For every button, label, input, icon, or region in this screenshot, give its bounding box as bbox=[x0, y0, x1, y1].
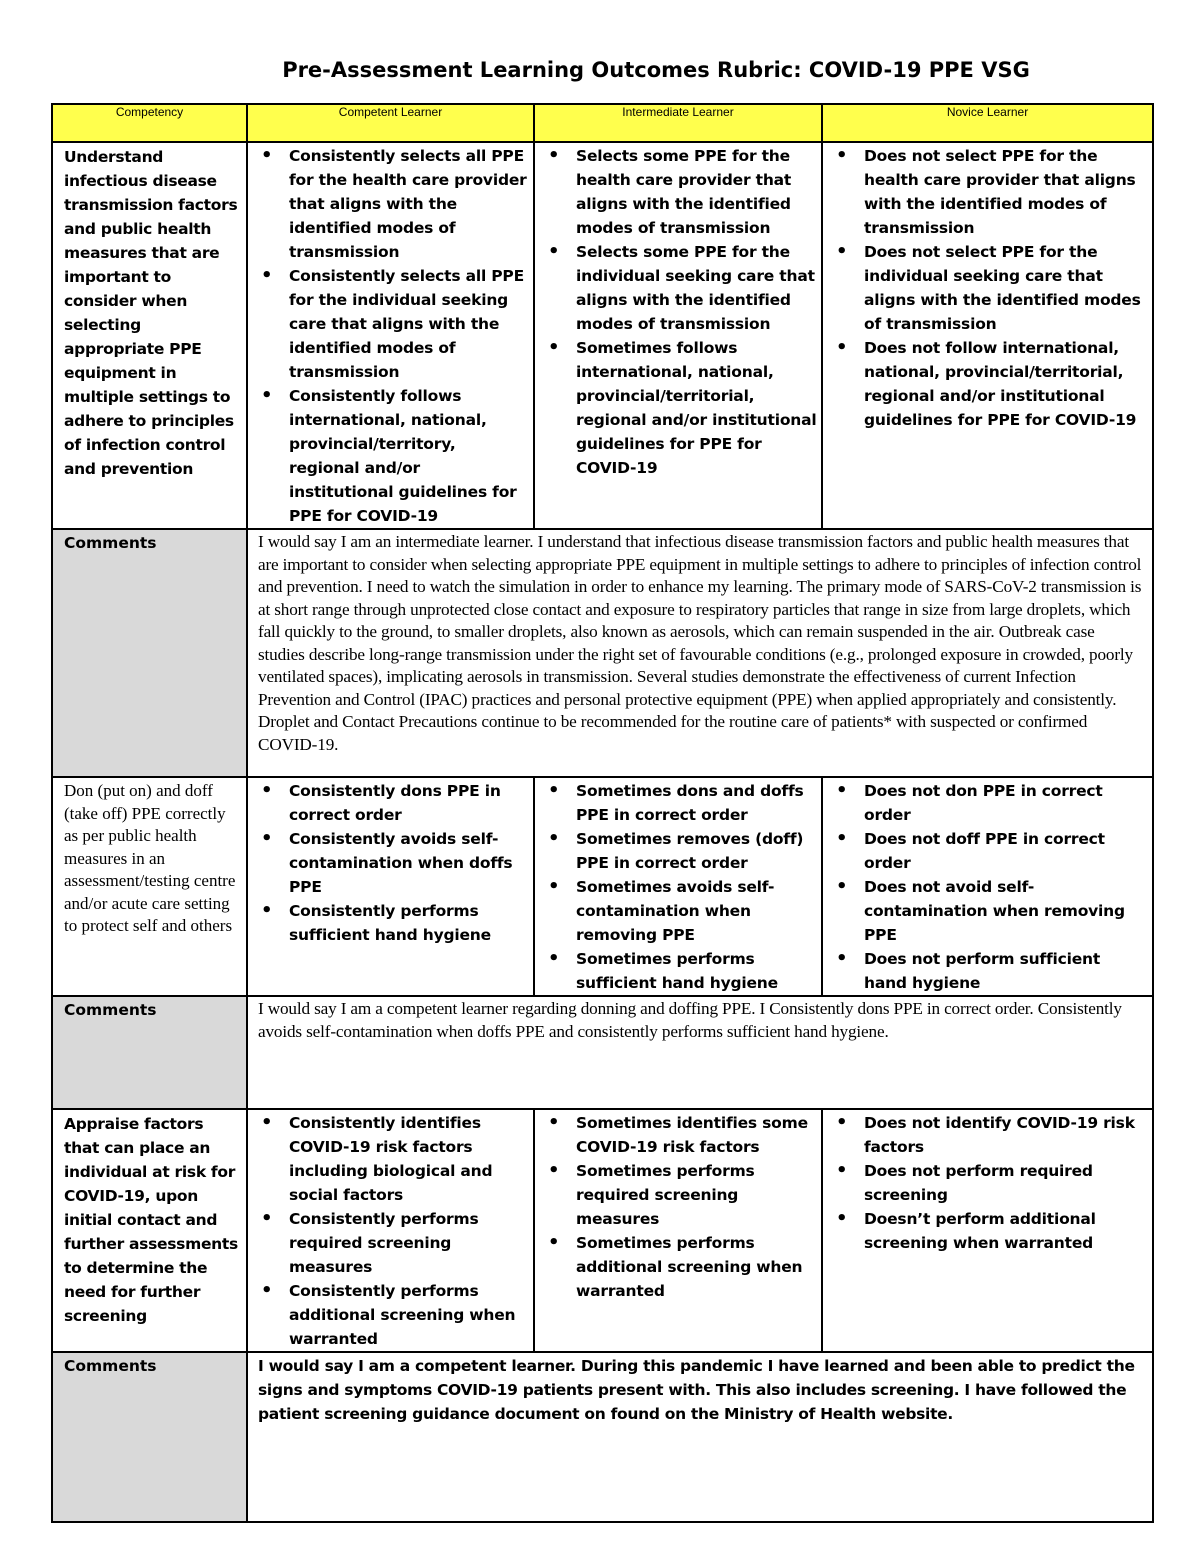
comments-label: Comments bbox=[64, 534, 157, 552]
header-novice bbox=[822, 104, 1153, 142]
table-row bbox=[52, 1109, 1153, 1352]
intermediate-cell bbox=[534, 1109, 822, 1352]
criteria-list bbox=[535, 143, 821, 480]
criteria-item: • Sometimes performs additional screening when warranted bbox=[576, 1231, 817, 1303]
criteria-item: • Sometimes performs required screening measures bbox=[576, 1159, 817, 1231]
intermediate-cell bbox=[534, 777, 822, 996]
criteria-item: • Consistently identifies COVID-19 risk factors including biological and social factors bbox=[289, 1111, 529, 1207]
criteria-item: • Does not perform required screening bbox=[864, 1159, 1148, 1207]
novice-cell bbox=[822, 142, 1153, 529]
competency-text: Understand infectious disease transmission factors and public health measures that are important to consider when selecting appropriate PPE equipment in multiple settings to adhere to principles of infection control and prevention bbox=[64, 148, 238, 478]
intermediate-cell bbox=[534, 142, 822, 529]
criteria-item: • Sometimes dons and doffs PPE in correct order bbox=[576, 779, 817, 827]
criteria-list bbox=[248, 778, 533, 947]
comment-text: I would say I am an intermediate learner. I understand that infectious disease transmission factors and public health measures that are important to consider when selecting appropriate PPE equipment in multiple settings to adhere to principles of infection control and prevention. I need to watch the simulation in order to enhance my learning. The primary mode of SARS-CoV-2 transmission is at short range through unprotected close contact and exposure to respiratory particles that range in size from large droplets, which fall quickly to the ground, to smaller droplets, also known as aerosols, which can remain suspended in the air. Outbreak case studies describe long-range transmission under the right set of favourable conditions (e.g., prolonged exposure in crowded, poorly ventilated spaces), implicating aerosols in transmission. Several studies demonstrate the effectiveness of current Infection Prevention and Control (IPAC) practices and personal protective equipment (PPE) when applied appropriately and consistently. Droplet and Contact Precautions continue to be recommended for the routine care of patients* with suspected or confirmed COVID-19. bbox=[258, 532, 1142, 754]
criteria-list bbox=[823, 143, 1152, 432]
criteria-item: • Consistently avoids self-contamination when doffs PPE bbox=[289, 827, 529, 899]
criteria-list bbox=[535, 778, 821, 995]
header-competent bbox=[247, 104, 534, 142]
criteria-item: • Selects some PPE for the health care provider that aligns with the identified modes of transmission bbox=[576, 144, 817, 240]
novice-cell bbox=[822, 1109, 1153, 1352]
criteria-item: • Does not doff PPE in correct order bbox=[864, 827, 1148, 875]
criteria-item: • Consistently performs required screening measures bbox=[289, 1207, 529, 1279]
criteria-list bbox=[823, 778, 1152, 995]
criteria-item: • Consistently selects all PPE for the individual seeking care that aligns with the identified modes of transmission bbox=[289, 264, 529, 384]
criteria-item: • Selects some PPE for the individual seeking care that aligns with the identified modes of transmission bbox=[576, 240, 817, 336]
header-label: Intermediate Learner bbox=[622, 105, 734, 119]
criteria-item: • Does not follow international, national, provincial/territorial, regional and/or institutional guidelines for PPE for COVID-19 bbox=[864, 336, 1148, 432]
comment-cell bbox=[247, 996, 1153, 1109]
table-row bbox=[52, 777, 1153, 996]
criteria-item: • Does not select PPE for the individual seeking care that aligns with the identified modes of transmission bbox=[864, 240, 1148, 336]
criteria-item: • Consistently selects all PPE for the health care provider that aligns with the identified modes of transmission bbox=[289, 144, 529, 264]
competency-cell bbox=[52, 777, 247, 996]
criteria-item: • Does not select PPE for the health care provider that aligns with the identified modes of transmission bbox=[864, 144, 1148, 240]
comments-label-cell bbox=[52, 1352, 247, 1522]
competent-cell bbox=[247, 1109, 534, 1352]
comments-row bbox=[52, 1352, 1153, 1522]
comment-cell bbox=[247, 529, 1153, 777]
competency-text: Don (put on) and doff (take off) PPE correctly as per public health measures in an assessment/testing centre and/or acute care setting to protect self and others bbox=[64, 781, 236, 935]
novice-cell bbox=[822, 777, 1153, 996]
comment-cell bbox=[247, 1352, 1153, 1522]
comments-row bbox=[52, 996, 1153, 1109]
criteria-item: • Does not don PPE in correct order bbox=[864, 779, 1148, 827]
comments-label: Comments bbox=[64, 1001, 157, 1019]
criteria-list bbox=[248, 1110, 533, 1351]
header-row bbox=[52, 104, 1153, 142]
competency-cell bbox=[52, 1109, 247, 1352]
comments-label-cell bbox=[52, 996, 247, 1109]
header-label: Competency bbox=[115, 105, 184, 119]
competent-cell bbox=[247, 777, 534, 996]
criteria-item: • Sometimes avoids self-contamination when removing PPE bbox=[576, 875, 817, 947]
header-label: Novice Learner bbox=[946, 105, 1029, 119]
rubric-table bbox=[51, 103, 1154, 1523]
criteria-item: • Does not identify COVID-19 risk factors bbox=[864, 1111, 1148, 1159]
header-intermediate bbox=[534, 104, 822, 142]
comments-label-cell bbox=[52, 529, 247, 777]
comments-row bbox=[52, 529, 1153, 777]
criteria-item: • Does not avoid self-contamination when removing PPE bbox=[864, 875, 1148, 947]
criteria-item: • Consistently performs sufficient hand hygiene bbox=[289, 899, 529, 947]
criteria-item: • Sometimes identifies some COVID-19 risk factors bbox=[576, 1111, 817, 1159]
criteria-item: • Consistently follows international, national, provincial/territory, regional and/or institutional guidelines for PPE for COVID-19 bbox=[289, 384, 529, 528]
table-row bbox=[52, 142, 1153, 529]
competent-cell bbox=[247, 142, 534, 529]
comments-label: Comments bbox=[64, 1357, 157, 1375]
competency-text: Appraise factors that can place an individual at risk for COVID-19, upon initial contact and further assessments to determine the need for further screening bbox=[64, 1115, 238, 1325]
criteria-item: • Sometimes removes (doff) PPE in correct order bbox=[576, 827, 817, 875]
criteria-item: • Consistently performs additional screening when warranted bbox=[289, 1279, 529, 1351]
page-title: Pre-Assessment Learning Outcomes Rubric: COVID-19 PPE VSG bbox=[282, 58, 1030, 82]
criteria-list bbox=[823, 1110, 1152, 1255]
criteria-list bbox=[248, 143, 533, 528]
criteria-item: • Sometimes performs sufficient hand hygiene bbox=[576, 947, 817, 995]
competency-cell bbox=[52, 142, 247, 529]
criteria-item: • Does not perform sufficient hand hygiene bbox=[864, 947, 1148, 995]
comment-text: I would say I am a competent learner. During this pandemic I have learned and been able to predict the signs and symptoms COVID-19 patients present with. This also includes screening. I have followed the patient screening guidance document on found on the Ministry of Health website. bbox=[258, 1357, 1135, 1423]
criteria-item: • Consistently dons PPE in correct order bbox=[289, 779, 529, 827]
criteria-list bbox=[535, 1110, 821, 1303]
criteria-item: • Sometimes follows international, national, provincial/territorial, regional and/or institutional guidelines for PPE for COVID-19 bbox=[576, 336, 817, 480]
header-competency bbox=[52, 104, 247, 142]
comment-text: I would say I am a competent learner regarding donning and doffing PPE. I Consistently dons PPE in correct order. Consistently avoids self-contamination when doffs PPE and consistently performs sufficient hand hygiene. bbox=[258, 999, 1122, 1041]
criteria-item: • Doesn’t perform additional screening when warranted bbox=[864, 1207, 1148, 1255]
header-label: Competent Learner bbox=[338, 105, 443, 119]
